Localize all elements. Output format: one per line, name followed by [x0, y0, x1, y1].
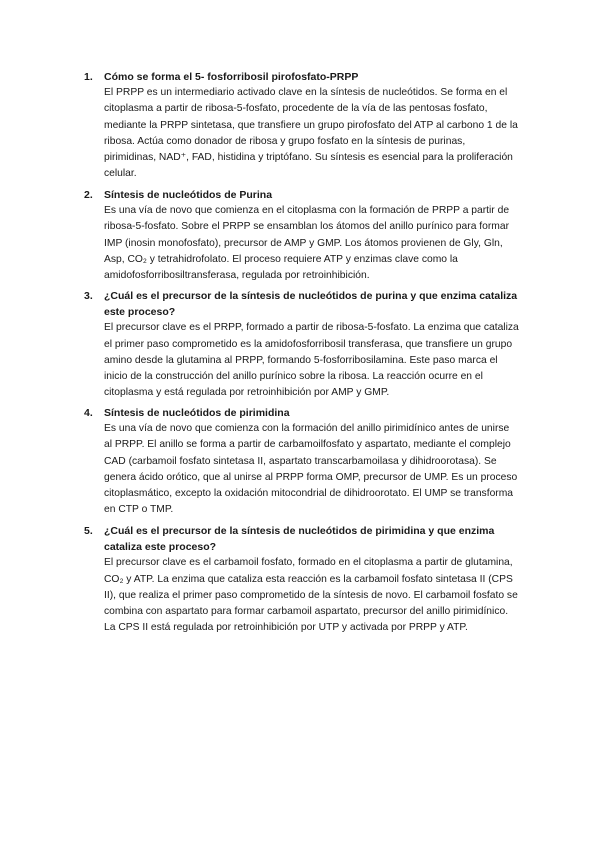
- list-item-4: [84, 405, 520, 518]
- item-title: ¿Cuál es el precursor de la síntesis de nucleótidos de purina y que enzima cataliza este proceso?: [104, 290, 518, 319]
- list-item-5: [84, 523, 520, 636]
- item-title: ¿Cuál es el precursor de la síntesis de nucleótidos de pirimidina y que enzima cataliza este proceso?: [104, 525, 495, 554]
- item-number: 1.: [84, 71, 93, 83]
- item-number: 4.: [84, 407, 93, 419]
- item-title: Síntesis de nucleótidos de pirimidina: [104, 407, 290, 419]
- item-number: 5.: [84, 525, 93, 537]
- item-body: El precursor clave es el carbamoil fosfato, formado en el citoplasma a partir de glutamina, CO₂ y ATP. La enzima que cataliza esta reacción es la carbamoil fosfato sintetasa II (CPS II), que realiza el primer paso comprometido de la síntesis de novo. El carbamoil fosfato se combina con aspartato para formar carbamoil aspartato, precursor del anillo pirimidínico. La CPS II está regulada por retroinhibición por UTP y activada por PRPP y ATP.: [104, 557, 518, 634]
- list-item-3: [84, 288, 520, 401]
- item-title: Cómo se forma el 5- fosforribosil pirofosfato-PRPP: [104, 71, 359, 83]
- list-item-2: [84, 187, 520, 284]
- item-body: Es una vía de novo que comienza con la formación del anillo pirimidínico antes de unirse al PRPP. El anillo se forma a partir de carbamoilfosfato y aspartato, mediante el complejo CAD (carbamoil fosfato sintetasa II, aspartato transcarbamoilasa y dihidroorotasa). Se genera ácido orótico, que al unirse al PRPP forma OMP, precursor de UMP. Es un proceso citoplasmático, excepto la oxidación mitocondrial de dihidroorotato. El UMP se transforma en CTP o TMP.: [104, 423, 518, 516]
- item-body: El precursor clave es el PRPP, formado a partir de ribosa-5-fosfato. La enzima que cataliza el primer paso comprometido es la amidofosforribosil transferasa, que transfiere un grupo amino desde la glutamina al PRPP, formando 5-fosforribosilamina. Este paso marca el inicio de la construcción del anillo purínico sobre la ribosa. La reacción ocurre en el citoplasma y está regulada por retroinhibición por AMP y GMP.: [104, 322, 519, 399]
- item-body: El PRPP es un intermediario activado clave en la síntesis de nucleótidos. Se forma en el citoplasma a partir de ribosa-5-fosfato, procedente de la vía de las pentosas fosfato, mediante la PRPP sintetasa, que transfiere un grupo pirofosfato del ATP al carbono 1 de la ribosa. Actúa como donador de ribosa y grupo fosfato en la síntesis de purinas, pirimidinas, NAD⁺, FAD, histidina y triptófano. Su síntesis es esencial para la proliferación celular.: [104, 87, 518, 180]
- item-number: 2.: [84, 189, 93, 201]
- item-title: Síntesis de nucleótidos de Purina: [104, 189, 273, 201]
- item-body: Es una vía de novo que comienza en el citoplasma con la formación de PRPP a partir de ribosa-5-fosfato. Sobre el PRPP se ensamblan los átomos del anillo purínico para formar IMP (inosin monofosfato), precursor de AMP y GMP. Los átomos provienen de Gly, Gln, Asp, CO₂ y tetrahidrofolato. El proceso requiere ATP y enzimas clave como la amidofosforribosiltransferasa, regulada por retroinhibición.: [104, 205, 510, 282]
- list-item-1: [84, 69, 520, 182]
- item-number: 3.: [84, 290, 93, 302]
